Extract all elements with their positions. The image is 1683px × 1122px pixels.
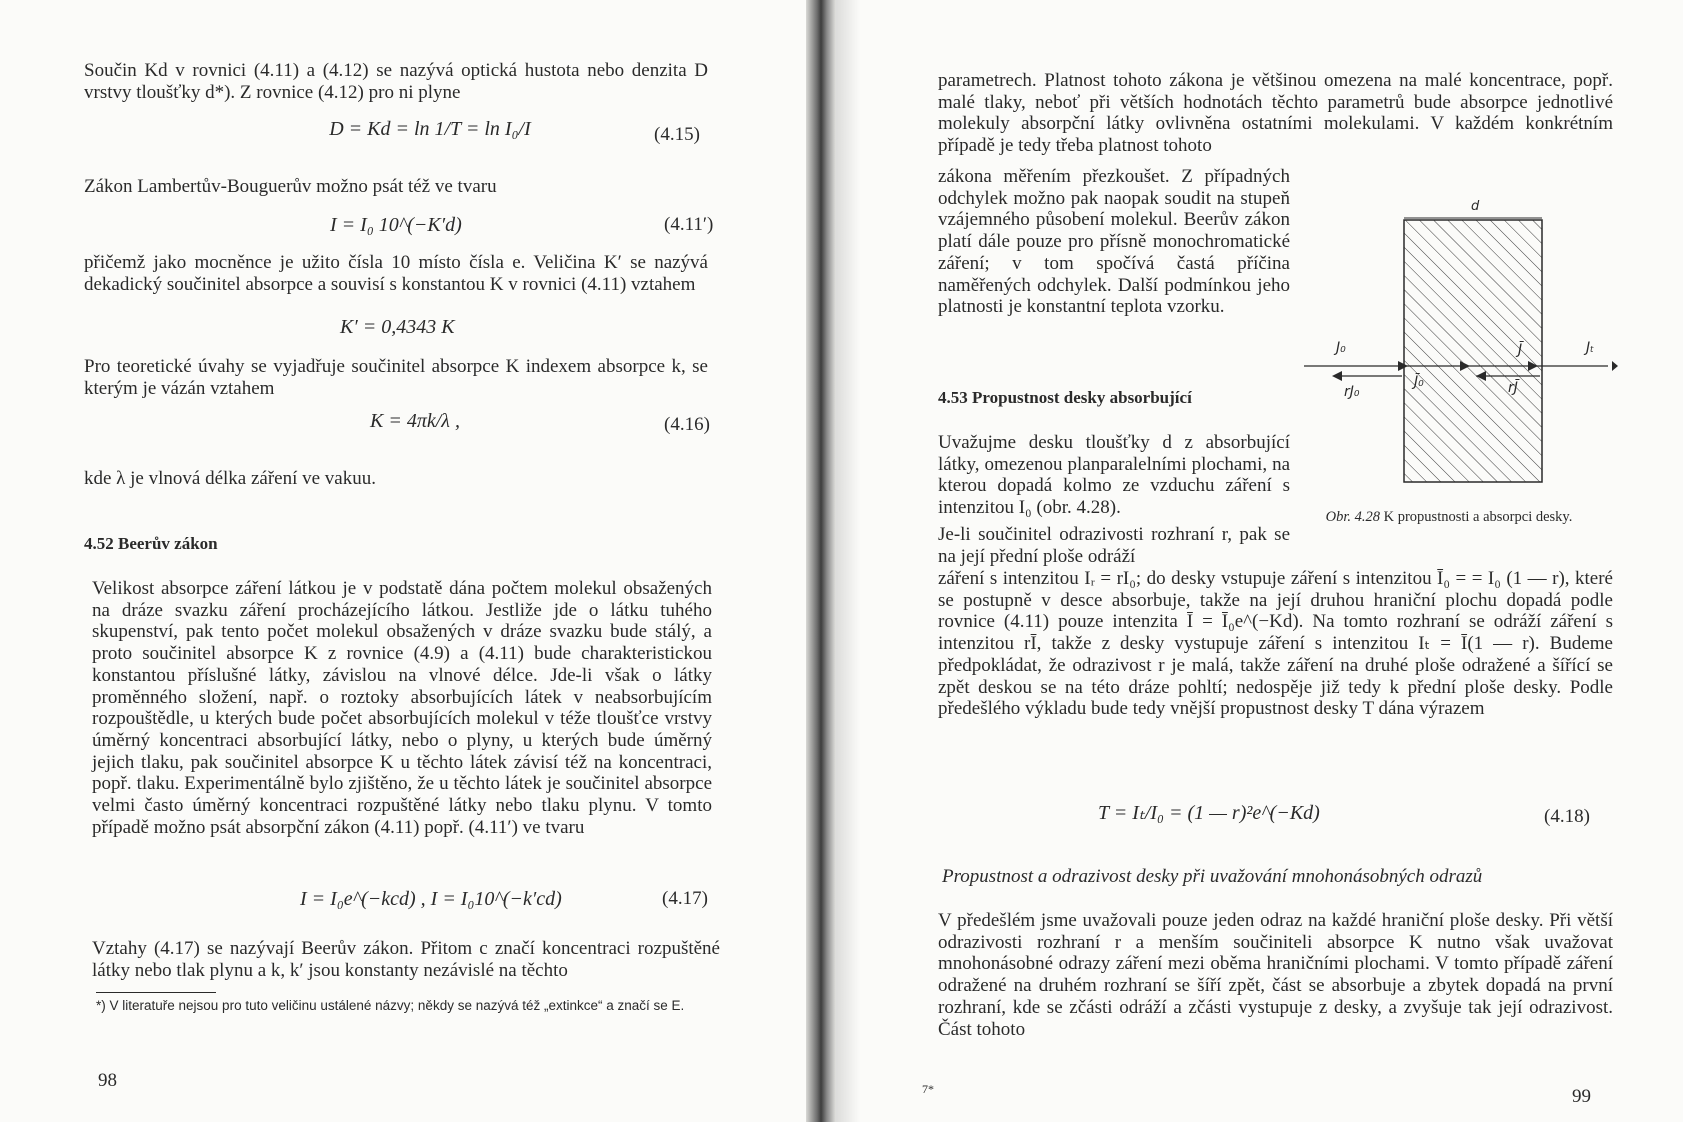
signature-mark: 7* <box>922 1082 934 1096</box>
transmitted-arrow <box>1612 361 1618 371</box>
subsection-heading: Propustnost a odrazivost desky při uvažování mnohonásobných odrazů <box>942 866 1483 887</box>
left-page <box>0 0 800 1122</box>
equation-4-11-prime-number: (4.11′) <box>664 214 714 235</box>
left-paragraph-5: kde λ je vlnová délka záření ve vakuu. <box>84 468 376 489</box>
left-paragraph-3: přičemž jako mocněnce je užito čísla 10 místo čísla e. Veličina K′ se nazývá dekadický součinitel absorpce a souvisí s konstantou K v rovnici (4.11) vztahem <box>84 252 708 295</box>
right-paragraph-4: V předešlém jsme uvažovali pouze jeden odraz na každé hraniční ploše desky. Při větší odrazivosti rozhraní r a menším součiniteli absorpce K nutno však uvažovat mnohonásobné odrazy záření mezi oběma hraničními plochami. V tomto případě záření odražené na druhém rozhraní se šíří zpět, část se absorbuje a zbytek dopadá na první rozhraní, kde se zčásti odráží a zčásti vystupuje z desky, a zvyšuje tak její odrazivost. Část tohoto <box>938 910 1613 1040</box>
label-d: d <box>1471 199 1480 214</box>
equation-4-17-number: (4.17) <box>662 888 708 909</box>
label-rj0: rJ₀ <box>1344 384 1360 400</box>
figure-caption <box>1296 508 1602 527</box>
figure-4-28-diagram <box>1296 196 1618 496</box>
reflected-arrow <box>1332 371 1342 381</box>
equation-4-15: D = Kd = ln 1/T = ln I₀/I <box>329 118 531 140</box>
left-paragraph-4: Pro teoretické úvahy se vyjadřuje součinitel absorpce K indexem absorpce k, se kterým je vázán vztahem <box>84 356 708 399</box>
footnote-rule <box>96 992 216 993</box>
label-jt: Jₜ <box>1586 340 1595 356</box>
equation-4-11-prime: I = I₀ 10^(−K′d) <box>330 214 462 236</box>
left-paragraph-1: Součin Kd v rovnici (4.11) a (4.12) se nazývá optická hustota nebo denzita D vrstvy tloušťky d*). Z rovnice (4.12) pro ni plyne <box>84 60 708 103</box>
equation-4-18: T = Iₜ/I₀ = (1 — r)²e^(−Kd) <box>1098 802 1320 824</box>
right-paragraph-1: parametrech. Platnost tohoto zákona je většinou omezena na malé koncentrace, popř. malé tlaky, neboť při větších hodnotách těchto parametrů bude absorpce jednotlivé molekuly absorpční látky ovlivněna ostatními molekulami. V každém konkrétním případě je tedy třeba platnost tohoto <box>938 70 1613 157</box>
section-heading-4-52: 4.52 Beerův zákon <box>84 534 218 553</box>
equation-4-18-number: (4.18) <box>1544 806 1590 827</box>
page-number-left: 98 <box>98 1070 117 1091</box>
left-paragraph-7: Vztahy (4.17) se nazývají Beerův zákon. Přitom c značí koncentraci rozpuštěné látky nebo tlak plynu a k, k′ jsou konstanty nezávislé na těchto <box>92 938 720 981</box>
equation-4-17: I = I₀e^(−kcd) , I = I₀10^(−k′cd) <box>300 888 562 910</box>
equation-4-15-number: (4.15) <box>654 124 700 145</box>
figure-caption-label: Obr. 4.28 <box>1325 509 1380 525</box>
book-gutter <box>806 0 836 1122</box>
equation-4-16: K = 4πk/λ , <box>370 410 460 432</box>
right-paragraph-3a: Je-li součinitel odrazivosti rozhraní r, pak se na její přední ploše odráží <box>938 524 1290 567</box>
figure-4-28 <box>1296 196 1618 496</box>
equation-k-prime: K′ = 0,4343 K <box>340 316 455 338</box>
label-j-bar: J̄ <box>1518 342 1523 358</box>
page-number-right: 99 <box>1572 1086 1591 1107</box>
figure-caption-text: K propustnosti a absorpci desky. <box>1383 509 1573 525</box>
label-j0-bar: J̄₀ <box>1414 374 1424 390</box>
label-j0: J₀ <box>1336 340 1346 356</box>
label-rj-bar: rJ̄ <box>1508 380 1518 396</box>
equation-4-16-number: (4.16) <box>664 414 710 435</box>
right-paragraph-1b: zákona měřením přezkoušet. Z případných odchylek možno pak naopak soudit na stupeň vzájemného působení molekul. Beerův zákon platí dále pouze pro přísně monochromatické záření; v tom spočívá častá příčina naměřených odchylek. Další podmínkou jeho platnosti je konstantní teplota vzorku. <box>938 166 1290 318</box>
section-heading-4-53: 4.53 Propustnost desky absorbující <box>938 388 1192 407</box>
left-paragraph-6: Velikost absorpce záření látkou je v podstatě dána počtem molekul obsažených na dráze svazku záření procházejícího látkou. Jestliže jde o látku tuhého skupenství, pak tento počet molekul obsažených v dráze svazku bude stálý, a proto součinitel absorpce K z rovnice (4.9) a (4.11) bude charakteristickou konstantou příslušné látky, závislou na vlnové délce. Jde-li však o látky proměnného složení, např. o roztoky absorbujících látek v neabsorbujícím rozpouštědle, u kterých bude počet absorbujících molekul v téže tloušťce vrstvy úměrný koncentraci absorbující látky, nebo o plyny, u kterých bude úměrný jejich tlaku, pak součinitel absorpce K u těchto látek závisí též na koncentraci, popř. tlaku. Experimentálně bylo zjištěno, že u těchto látek je součinitel absorpce velmi často úměrný koncentraci rozpuštěné látky nebo tlaku plynu. V tomto případě možno psát absorpční zákon (4.11) popř. (4.11′) ve tvaru <box>92 578 712 838</box>
right-paragraph-3b: záření s intenzitou Iᵣ = rI₀; do desky vstupuje záření s intenzitou Ī₀ = = I₀ (1 — r), které se postupně v desce absorbuje, takže na její druhou hraniční plochu dopadá podle rovnice (4.11) pouze intenzita Ī = Ī₀e^(−Kd). Na tomto rozhraní se odráží záření s intenzitou rĪ, takže z desky vystupuje záření s intenzitou Iₜ = Ī(1 — r). Budeme předpokládat, že odrazivost r je malá, takže záření na druhé ploše odražené a šířící se zpět deskou se na této dráze pohltí; nedospěje již tedy k přední ploše desky. Podle předešlého výkladu bude tedy vnější propustnost desky T dána výrazem <box>938 568 1613 720</box>
right-paragraph-2: Uvažujme desku tloušťky d z absorbující látky, omezenou planparalelními plochami, na kterou dopadá kolmo ze vzduchu záření s intenzitou I₀ (obr. 4.28). <box>938 432 1290 519</box>
footnote: *) V literatuře nejsou pro tuto veličinu ustálené názvy; někdy se nazývá též „extinkce“ a značí se E. <box>96 998 685 1013</box>
left-paragraph-2: Zákon Lambertův-Bouguerův možno psát též ve tvaru <box>84 176 497 197</box>
right-page <box>838 0 1683 1122</box>
